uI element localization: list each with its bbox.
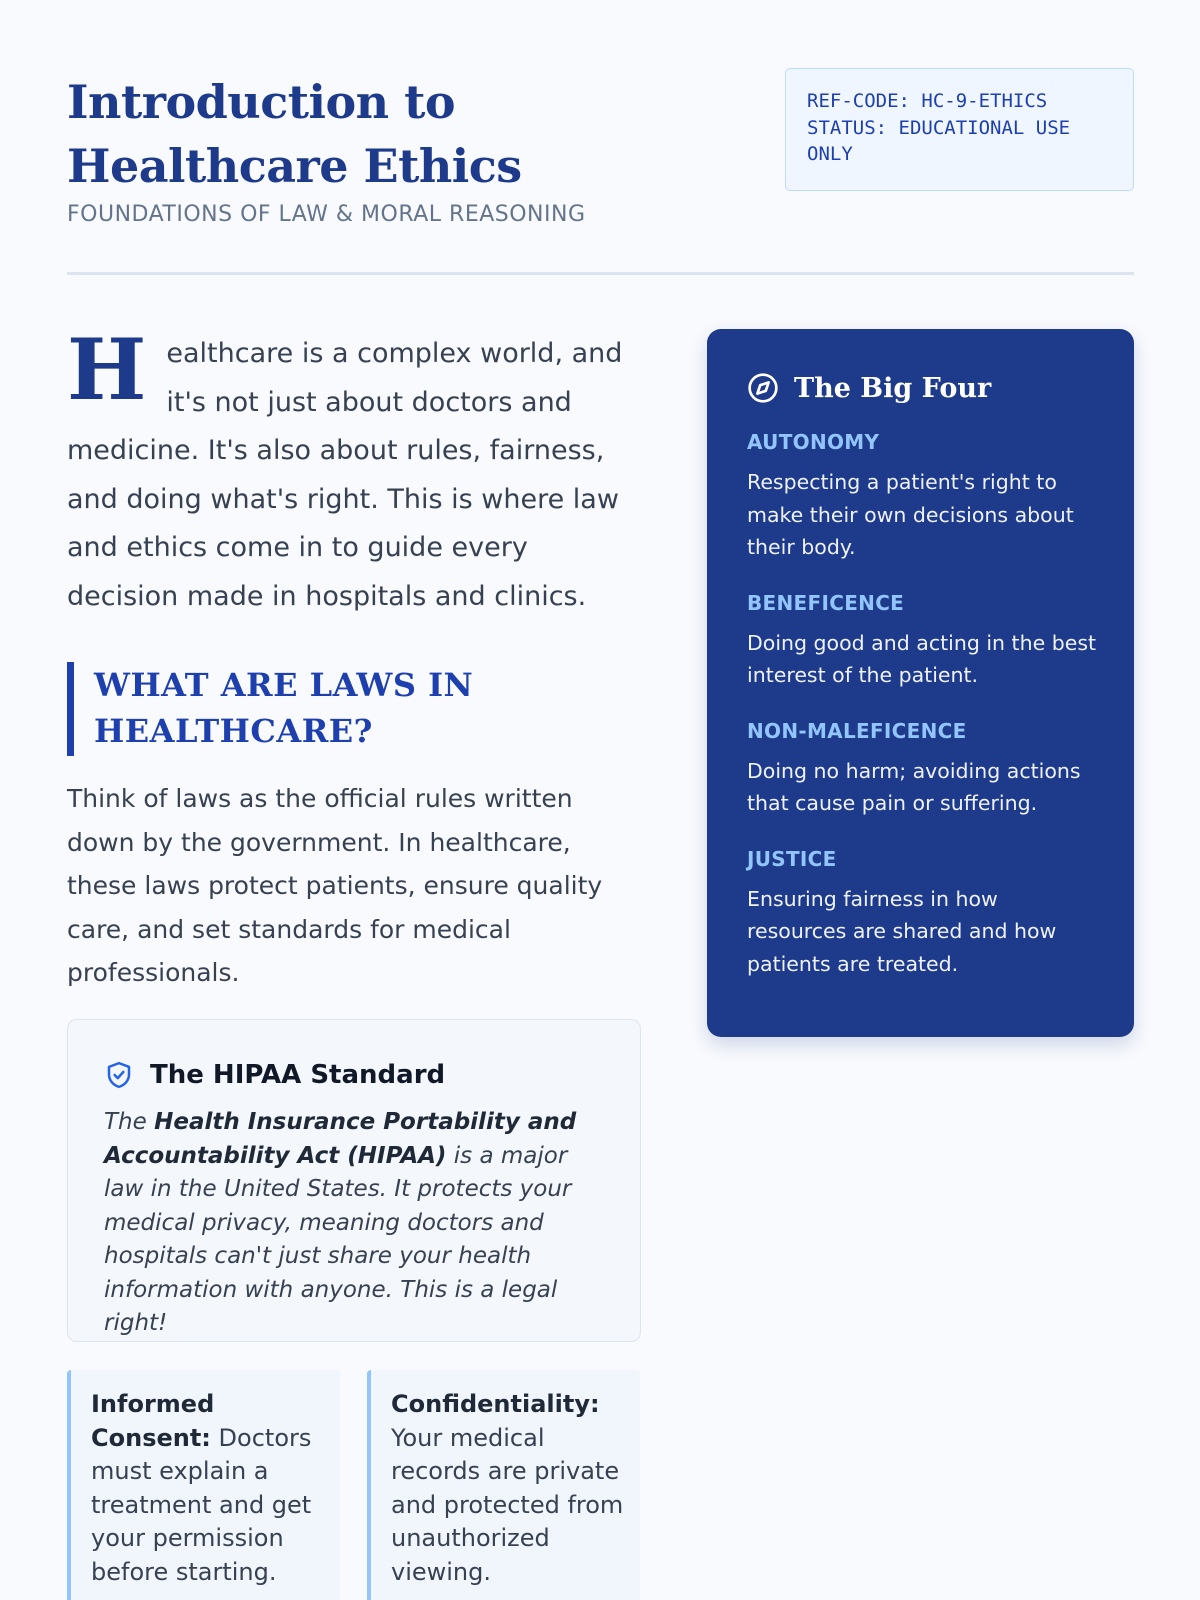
informed-consent-card: [67, 1370, 340, 1600]
compass-icon: [747, 372, 779, 404]
intro-text: ealthcare is a complex world, and it's not just about doctors and medicine. It's also about rules, fairness, and doing what's right. This is where law and ethics come in to guide every decision made in hospitals and clinics.: [67, 338, 623, 612]
reference-box: [785, 68, 1134, 191]
card-label: Informed Consent:: [91, 1390, 215, 1452]
page-subtitle: FOUNDATIONS OF LAW & MORAL REASONING: [67, 202, 586, 227]
principle-justice: [747, 845, 1098, 981]
ref-code: REF-CODE: HC-9-ETHICS: [807, 90, 1048, 112]
hipaa-text-prefix: The: [104, 1109, 155, 1135]
status-line-2: ONLY: [807, 143, 853, 165]
header: [67, 70, 1134, 275]
big-four-header: [747, 368, 1098, 408]
principle-beneficence: [747, 589, 1098, 692]
card-text: Doctors must explain a treatment and get your permission before starting.: [91, 1423, 312, 1586]
hipaa-act-name: Health Insurance Portability and Accountability Act (HIPAA): [104, 1109, 577, 1169]
status-line-1: STATUS: EDUCATIONAL USE: [807, 116, 1071, 139]
principle-name: JUSTICE: [747, 846, 837, 871]
principle-name: AUTONOMY: [747, 430, 880, 454]
principle-name: NON-MALEFICENCE: [747, 718, 967, 743]
document-page: [67, 0, 1134, 1600]
big-four-title: The Big Four: [794, 372, 992, 404]
big-four-card: [707, 329, 1134, 1037]
header-divider: [67, 272, 1134, 275]
hipaa-text: [104, 1106, 610, 1341]
principle-description: Doing no harm; avoiding actions that cause pain or suffering.: [747, 758, 1081, 815]
principle-name: BENEFICENCE: [747, 590, 905, 615]
principle-description: Ensuring fairness in how resources are shared and how patients are treated.: [747, 886, 1057, 976]
key-concepts-row: [67, 1370, 641, 1600]
principle-description: Respecting a patient's right to make their own decisions about their body.: [747, 470, 1074, 559]
hipaa-header: [104, 1058, 610, 1092]
drop-cap: H: [67, 320, 147, 419]
page-title: Introduction to Healthcare Ethics: [67, 75, 522, 193]
section-body: Think of laws as the official rules written down by the government. In healthcare, these laws protect patients, ensure quality care, and set standards for medical professionals.: [67, 784, 603, 987]
hipaa-callout: [67, 1019, 641, 1342]
hipaa-title: The HIPAA Standard: [150, 1060, 446, 1090]
card-label: Confidentiality:: [391, 1390, 600, 1418]
principle-autonomy: [747, 428, 1098, 564]
card-text: Your medical records are private and protected from unauthorized viewing.: [391, 1423, 624, 1586]
principle-non-maleficence: [747, 717, 1098, 820]
principle-description: Doing good and acting in the best interest of the patient.: [747, 630, 1097, 687]
section-heading: WHAT ARE LAWS IN HEALTHCARE?: [67, 662, 642, 756]
shield-check-icon: [104, 1059, 134, 1091]
intro-paragraph: [67, 320, 642, 621]
hipaa-text-suffix: is a major law in the United States. It protects your medical privacy, meaning doctors and hospitals can't just share your health information with anyone. This is a legal right!: [104, 1142, 572, 1336]
confidentiality-card: [367, 1370, 640, 1600]
